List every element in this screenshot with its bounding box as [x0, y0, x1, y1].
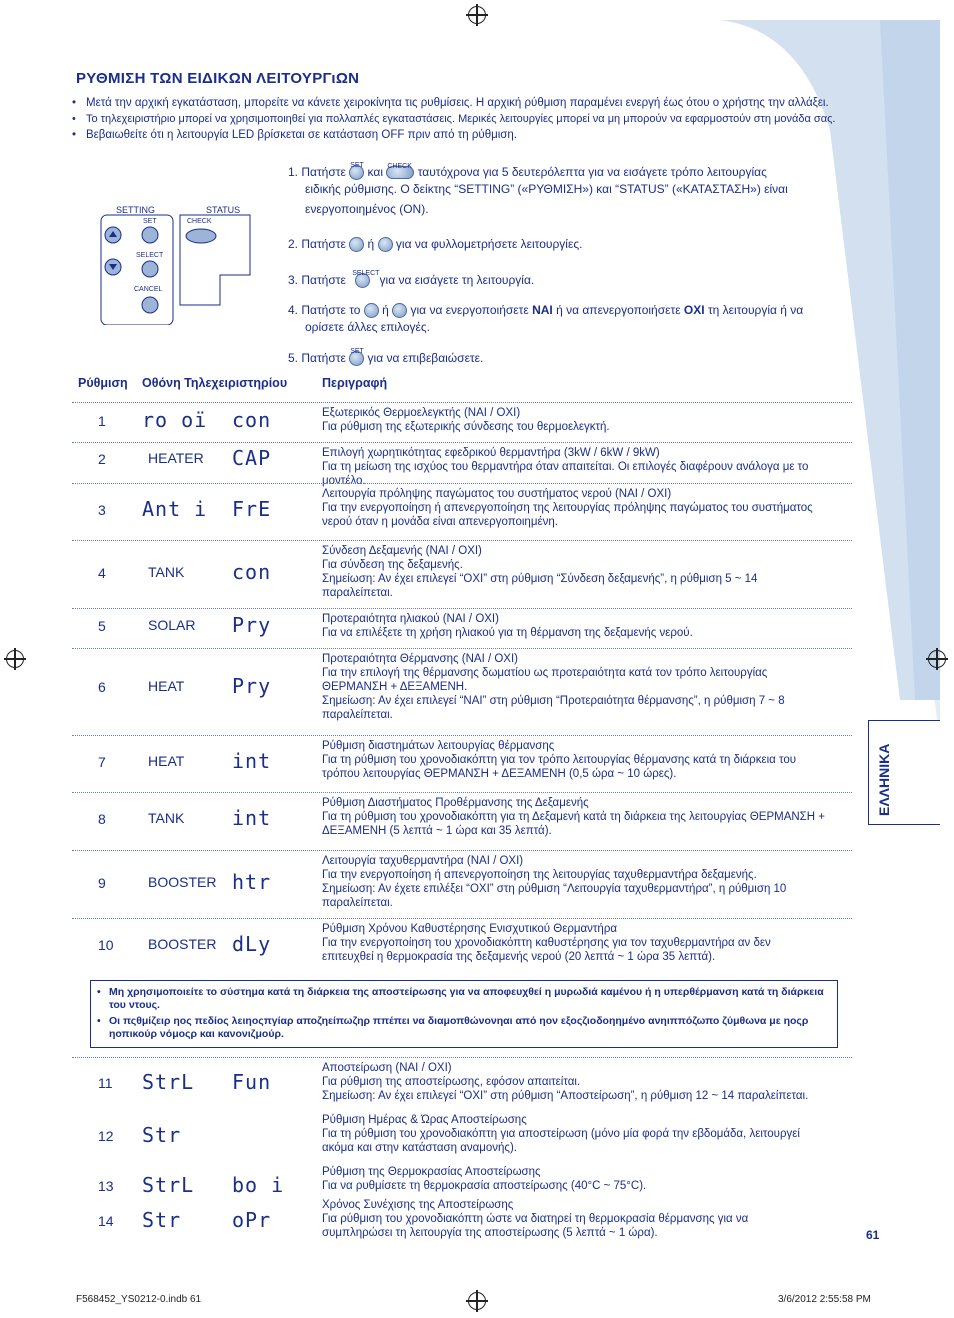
table-row [72, 1162, 852, 1195]
step-3: 3. Πατήστε SELECT για να εισάγετε τη λειτουργία. [288, 270, 535, 287]
row-description [322, 854, 852, 910]
header-display: Οθόνη Τηλεχειριστηρίου [142, 376, 288, 390]
description-line: Αποστείρωση (ΝΑΙ / ΟΧΙ) [322, 1062, 452, 1074]
row-description [322, 652, 852, 722]
check-button-icon: CHECK [386, 166, 414, 179]
language-tab-label: ΕΛΛΗΝΙΚΑ [876, 743, 892, 816]
table-row [72, 483, 852, 540]
row-number: 6 [98, 679, 106, 695]
description-line: Για τη μείωση της ισχύος του θερμαντήρα όταν απαιτείται. Οι επιλογές διαφέρουν ανάλογα με το μοντέλο. [322, 461, 809, 487]
row-number: 8 [98, 811, 106, 827]
down-arrow-button-icon [378, 237, 393, 252]
row-number: 13 [98, 1178, 114, 1194]
step-1: 1. Πατήστε SET και CHECK ταυτόχρονα για 5 δευτερόλεπτα για να εισάγετε τρόπο λειτουργίας ειδικής ρύθμισης. Ο δείκτης “SETTING” («ΡΥΘΜΙΣΗ») και “STATUS” («ΚΑΤΑΣΤΑΣΗ») είναι ενεργοποιημένος (ON). [288, 162, 788, 216]
remote-cancel-label: CANCEL [134, 286, 163, 293]
row-number: 2 [98, 451, 106, 467]
row-number: 5 [98, 618, 106, 634]
table-row [72, 850, 852, 918]
display-label: HEAT [148, 678, 185, 694]
row-description [322, 1165, 852, 1193]
row-description [322, 544, 852, 600]
row-description [322, 1198, 852, 1240]
description-line: Ρύθμιση διαστημάτων λειτουργίας θέρμανσης [322, 740, 555, 752]
footer-date: 3/6/2012 2:55:58 PM [778, 1294, 871, 1305]
segment-display-right: Pry [232, 674, 272, 698]
segment-display-left: Str [142, 1123, 182, 1147]
remote-status-label: STATUS [206, 205, 241, 215]
registration-mark-bottom [468, 1292, 486, 1310]
segment-display-left: StrL [142, 1070, 195, 1094]
description-line: Εξωτερικός Θερμοελεγκτής (ΝΑΙ / ΟΧΙ) [322, 407, 521, 419]
table-row [72, 792, 852, 850]
row-number: 7 [98, 754, 106, 770]
display-label: BOOSTER [148, 936, 217, 952]
description-line: Για τη ρύθμιση του χρονοδιακόπτη για αποστείρωση (μόνο μία φορά την εβδομάδα, λειτουργεί [322, 1128, 800, 1140]
segment-display-right: htr [232, 870, 272, 894]
warning-item: • Μη χρησιμοποιείτε το σύστημα κατά τη διάρκεια της αποστείρωσης για να αποφευχθεί η μυρωδιά καμένου ή η υπερθέρμανση κατά τη διάρκεια του ντους. [97, 986, 831, 1012]
description-line: Για ρύθμιση της εξωτερικής σύνδεσης του θερμοελεγκτή. [322, 421, 610, 433]
table-row [72, 540, 852, 608]
table-row [72, 1110, 852, 1162]
description-line: παραλείπεται. [322, 897, 393, 909]
segment-display-right: Pry [232, 613, 272, 637]
row-description [322, 1113, 852, 1155]
remote-select-label: SELECT [136, 252, 164, 259]
description-line: Για την ενεργοποίηση ή απενεργοποίηση της λειτουργίας ταχυθερμαντήρα δεξαμενής. [322, 869, 757, 881]
header-setting: Ρύθμιση [78, 376, 128, 390]
description-line: νερού όταν η μονάδα είναι απενεργοποιημένη. [322, 516, 558, 528]
step-4: 4. Πατήστε το ή για να ενεργοποιήσετε ΝΑΙ ή να απενεργοποιήσετε ΟΧΙ τη λειτουργία ή να ορίσετε άλλες επιλογές. [288, 303, 804, 334]
description-line: Για την επιλογή της θέρμανσης δωματίου ως προτεραιότητα κατά τον τρόπο λειτουργίας [322, 667, 768, 679]
registration-mark-right [928, 650, 946, 668]
description-line: Σημείωση: Αν έχει επιλεγεί “ΝΑΙ” στη ρύθμιση “Προτεραιότητα θέρμανσης”, η ρύθμιση 7 ~ 8 [322, 695, 785, 707]
segment-display-right: con [232, 560, 272, 584]
row-description [322, 446, 852, 488]
description-line: Σύνδεση Δεξαμενής (ΝΑΙ / ΟΧΙ) [322, 545, 482, 557]
segment-display-left: ro oï [142, 408, 208, 432]
set-button-icon: SET [349, 351, 364, 366]
page-number: 61 [866, 1228, 880, 1242]
row-number: 12 [98, 1128, 114, 1144]
row-description [322, 739, 852, 781]
segment-display-right: int [232, 806, 272, 830]
table-row [72, 1195, 852, 1250]
description-line: Για τη ρύθμιση του χρονοδιακόπτη για τον τρόπο λειτουργίας θέρμανσης κατά τη διάρκεια του [322, 754, 797, 766]
description-line: Επιλογή χωρητικότητας εφεδρικού θερμαντήρα (3kW / 6kW / 9kW) [322, 447, 660, 459]
row-description [322, 487, 852, 529]
description-line: Για ρύθμιση της αποστείρωσης, εφόσον απαιτείται. [322, 1076, 581, 1088]
description-line: Σημείωση: Αν έχει επιλεγεί “ΟΧΙ” στη ρύθμιση “Αποστείρωση”, η ρύθμιση 12 ~ 14 παραλείπεται. [322, 1090, 809, 1102]
intro-bullets [72, 95, 852, 143]
display-label: BOOSTER [148, 874, 217, 890]
segment-display-right: FrE [232, 497, 272, 521]
down-arrow-button-icon [392, 303, 407, 318]
display-label: HEATER [148, 450, 204, 466]
bullet-item: • Το τηλεχειριστήριο μπορεί να χρησιμοποιηθεί για πολλαπλές εγκαταστάσεις. Μερικές λειτουργίες μπορεί να μη μπορούν να εφαρμοστούν στη μονάδα σας. [72, 111, 852, 127]
description-line: Για την ενεργοποίηση του χρονοδιακόπτη καθυστέρησης για τον ταχυθερμαντήρα αν δεν [322, 937, 771, 949]
row-number: 11 [98, 1075, 113, 1091]
row-description [322, 922, 852, 964]
description-line: Λειτουργία ταχυθερμαντήρα (ΝΑΙ / ΟΧΙ) [322, 855, 524, 867]
warning-box [90, 980, 838, 1048]
description-line: Για να ρυθμίσετε τη θερμοκρασία αποστείρωσης (40°C ~ 75°C). [322, 1180, 647, 1192]
description-line: τρόπου λειτουργίας ΘΕΡΜΑΝΣΗ + ΔΕΞΑΜΕΝΗ (0,5 ώρα ~ 10 ώρες). [322, 768, 677, 780]
row-number: 4 [98, 565, 106, 581]
display-label: SOLAR [148, 617, 196, 633]
table-row [72, 648, 852, 735]
row-number: 3 [98, 502, 106, 518]
description-line: Χρόνος Συνέχισης της Αποστείρωσης [322, 1199, 514, 1211]
description-line: παραλείπεται. [322, 709, 393, 721]
row-number: 14 [98, 1213, 114, 1229]
description-line: Για την ενεργοποίηση ή απενεργοποίηση της λειτουργίας πρόληψης παγώματος του συστήματος [322, 502, 813, 514]
segment-display-right: con [232, 408, 272, 432]
footer-file: F568452_YS0212-0.indb 61 [76, 1294, 202, 1305]
description-line: Για ρύθμιση του χρονοδιακόπτη ώστε να διατηρεί τη θερμοκρασία θέρμανσης για να [322, 1213, 749, 1225]
description-line: Ρύθμιση Ημέρας & Ώρας Αποστείρωσης [322, 1114, 527, 1126]
description-line: Λειτουργία πρόληψης παγώματος του συστήματος νερού (ΝΑΙ / ΟΧΙ) [322, 488, 672, 500]
segment-display-right: oPr [232, 1208, 272, 1232]
description-line: Ρύθμιση Χρόνου Καθυστέρησης Ενισχυτικού Θερμαντήρα [322, 923, 618, 935]
segment-display-right: int [232, 749, 272, 773]
segment-display-left: Str [142, 1208, 182, 1232]
description-line: Ρύθμιση Διαστήματος Προθέρμανσης της Δεξαμενής [322, 797, 589, 809]
select-button-icon: SELECT [355, 273, 370, 288]
display-label: HEAT [148, 753, 185, 769]
segment-display-left: StrL [142, 1173, 195, 1197]
bullet-item: • Βεβαιωθείτε ότι η λειτουργία LED βρίσκεται σε κατάσταση OFF πριν από τη ρύθμιση. [72, 127, 852, 143]
row-number: 9 [98, 875, 106, 891]
warning-item: • Οι πςθμίζειρ ηος πεδίος λειηοςπγίαρ αποζηείπωζηρ ππέπει να διαμοπθώνονηαι από ηον εξοςζιοδοηημένο ανηιππόζωπο ζύμθωνα με ηοςρ ηοπικούρ νόμοςρ και κανονιζμούρ. [97, 1015, 831, 1041]
row-description [322, 1061, 852, 1103]
bullet-item: • Μετά την αρχική εγκατάσταση, μπορείτε να κάνετε χειροκίνητα τις ρυθμίσεις. Η αρχική ρύθμιση παραμένει ενεργή έως ότου ο χρήστης την αλλάξει. [72, 95, 852, 111]
description-line: Για τη ρύθμιση του χρονοδιακόπτη για τη Δεξαμενή κατά τη διάρκεια της λειτουργίας ΘΕΡΜΑΝΣΗ + [322, 811, 826, 823]
description-line: Προτεραιότητα ηλιακού (ΝΑΙ / ΟΧΙ) [322, 613, 499, 625]
page-title: ΡΥΘΜΙΣΗ ΤΩΝ ΕΙΔΙΚΩΝ ΛΕΙΤΟΥΡΓιΩΝ [76, 70, 360, 87]
header-description: Περιγραφή [322, 376, 388, 390]
table-row [72, 402, 852, 442]
segment-display-left: Ant i [142, 497, 208, 521]
description-line: Σημείωση: Αν έχει επιλεγεί “ΟΧΙ” στη ρύθμιση “Σύνδεση δεξαμενής”, η ρύθμιση 5 ~ 14 [322, 573, 758, 585]
up-arrow-button-icon [364, 303, 379, 318]
up-arrow-button-icon [349, 237, 364, 252]
description-line: ΔΕΞΑΜΕΝΗ (5 λεπτά ~ 1 ώρα και 35 λεπτά). [322, 825, 552, 837]
step-2: 2. Πατήστε ή για να φυλλομετρήσετε λειτουργίες. [288, 237, 583, 251]
remote-setting-label: SETTING [116, 205, 156, 215]
description-line: παραλείπεται. [322, 587, 393, 599]
registration-mark-top [468, 6, 486, 24]
remote-control-illustration [100, 205, 260, 325]
row-description [322, 612, 852, 640]
description-line: Ρύθμιση της Θερμοκρασίας Αποστείρωσης [322, 1166, 541, 1178]
remote-set-label: SET [143, 218, 157, 225]
step-5: 5. Πατήστε SET για να επιβεβαιώσετε. [288, 348, 484, 365]
segment-display-right: CAP [232, 446, 272, 470]
display-label: TANK [148, 564, 185, 580]
set-button-icon: SET [349, 165, 364, 180]
row-description [322, 406, 852, 434]
description-line: Για σύνδεση της δεξαμενής. [322, 559, 463, 571]
description-line: επιτευχθεί η θερμοκρασία της δεξαμενής νερού (20 λεπτά ~ 1 ώρα 35 λεπτά). [322, 951, 716, 963]
table-row [72, 442, 852, 487]
remote-check-label: CHECK [187, 218, 212, 225]
description-line: ΘΕΡΜΑΝΣΗ + ΔΕΞΑΜΕΝΗ. [322, 681, 468, 693]
segment-display-right: dLy [232, 932, 272, 956]
table-row [72, 1057, 852, 1110]
segment-display-right: Fun [232, 1070, 272, 1094]
description-line: ακόμα και στην κατάσταση αναμονής). [322, 1142, 517, 1154]
row-number: 1 [98, 413, 106, 429]
table-row [72, 608, 852, 648]
row-description [322, 796, 852, 838]
description-line: Σημείωση: Αν έχετε επιλέξει “ΟΧΙ” στη ρύθμιση “Λειτουργία ταχυθερμαντήρα”, η ρύθμιση 10 [322, 883, 787, 895]
row-number: 10 [98, 937, 114, 953]
segment-display-right: bo i [232, 1173, 285, 1197]
table-row [72, 735, 852, 792]
description-line: Προτεραιότητα Θέρμανσης (ΝΑΙ / ΟΧΙ) [322, 653, 518, 665]
registration-mark-left [6, 650, 24, 668]
description-line: συμπληρώσει τη λειτουργία της αποστείρωσης (5 λεπτά ~ 1 ώρα). [322, 1227, 658, 1239]
description-line: Για να επιλέξετε τη χρήση ηλιακού για τη θέρμανση της δεξαμενής νερού. [322, 627, 693, 639]
display-label: TANK [148, 810, 185, 826]
